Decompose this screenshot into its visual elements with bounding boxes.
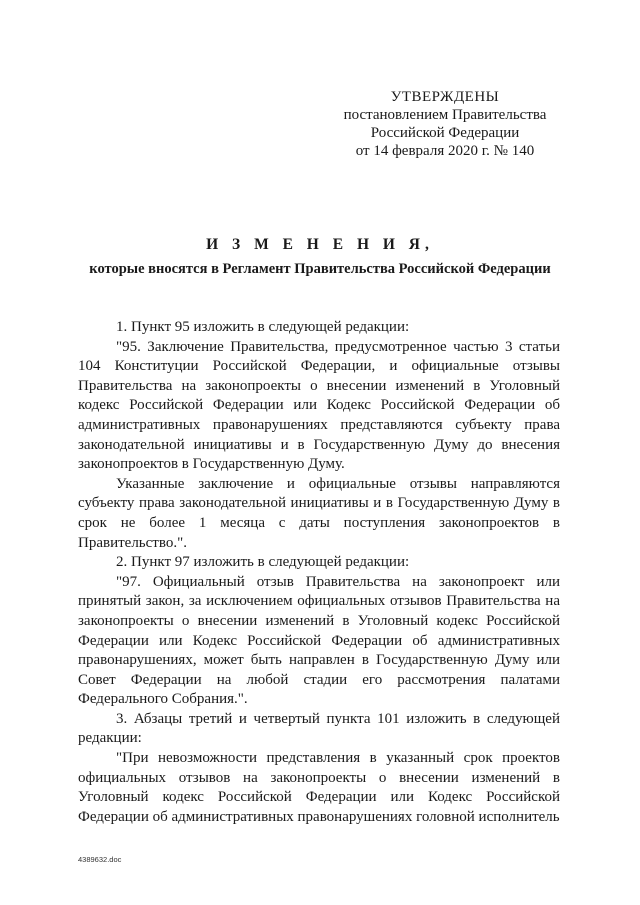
approval-line-date-number: от 14 февраля 2020 г. № 140 (355, 143, 535, 159)
paragraph-clause-101: "При невозможности представления в указанный срок проектов официальных отзывов на законопроекты о внесении изменений в Уголовный кодекс Российской Федерации или Кодекс Российской Федерации об административных правонарушениях головной исполнитель (78, 750, 560, 825)
document-subtitle: которые вносятся в Регламент Правительства Российской Федерации (89, 261, 551, 277)
paragraph-clause-95-continued: Указанные заключение и официальные отзывы направляются субъекту права законодательной инициативы и в Государственную Думу в срок не более 1 месяца с даты поступления законопроектов в Правительство.". (78, 475, 560, 551)
approval-stamp (330, 88, 560, 160)
approval-heading: УТВЕРЖДЕНЫ (390, 89, 500, 105)
approval-line-resolution: постановлением Правительства (343, 107, 547, 123)
paragraph-clause-95: "95. Заключение Правительства, предусмотренное частью 3 статьи 104 Конституции Российской Федерации, и официальные отзывы Правительства на законопроекты о внесении изменений в Уголовный кодекс Российской Федерации или Кодекс Российской Федерации об административных правонарушениях представляются субъекту права законодательной инициативы и в Государственную Думу до внесения законопроектов в Государственную Думу. (78, 338, 560, 473)
document-body (78, 318, 560, 827)
document-title: И З М Е Н Е Н И Я, (206, 236, 434, 253)
paragraph-clause-97: "97. Официальный отзыв Правительства на законопроект или принятый закон, за исключением официальных отзывов Правительства на законопроекты о внесении изменений в Уголовный кодекс Российской Федерации или Кодекс Российской Федерации об административных правонарушениях, может быть направлен в Государственную Думу или Совет Федерации на любой стадии его рассмотрения палатами Федерального Собрания.". (78, 573, 560, 708)
paragraph-item-1: 1. Пункт 95 изложить в следующей редакции: (116, 319, 410, 335)
paragraph-item-3: 3. Абзацы третий и четвертый пункта 101 изложить в следующей редакции: (78, 710, 560, 747)
approval-line-country: Российской Федерации (370, 125, 520, 141)
paragraph-item-2: 2. Пункт 97 изложить в следующей редакции: (116, 554, 410, 571)
document-file-id: 4389632.doc (78, 855, 122, 864)
